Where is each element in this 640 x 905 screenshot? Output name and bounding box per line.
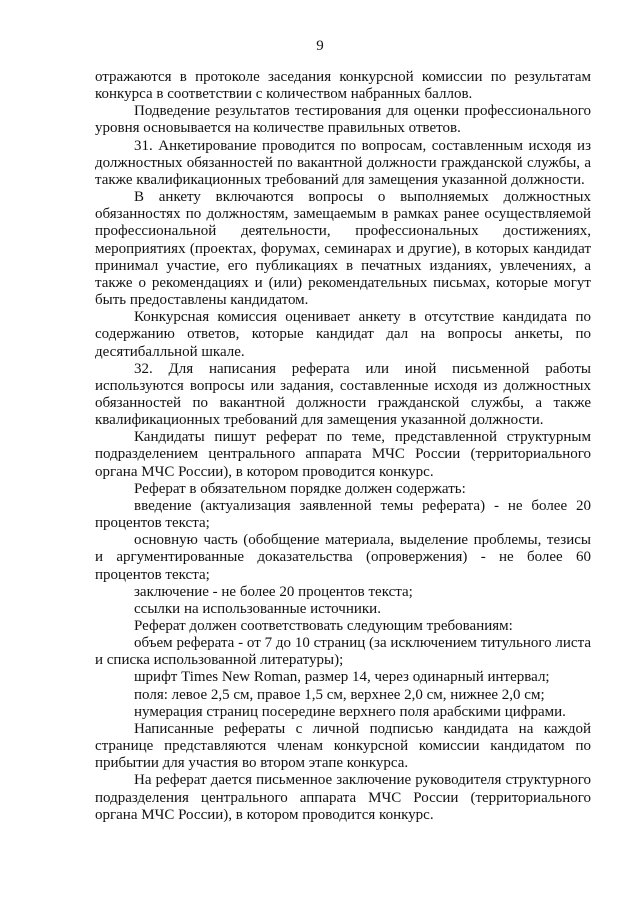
list-item: поля: левое 2,5 см, правое 1,5 см, верхнее 2,0 см, нижнее 2,0 см;: [134, 686, 545, 703]
list-item: шрифт Times New Roman, размер 14, через одинарный интервал;: [134, 669, 550, 686]
paragraph: Подведение результатов тестирования для оценки профессионального уровня основывается на количестве правильных ответов.: [95, 103, 591, 137]
paragraph: В анкету включаются вопросы о выполняемых должностных обязанностях по должностям, замещаемым в рамках ранее осуществляемой профессиональной деятельности, профессиональных достижениях, мероприятиях (проектах, форумах, семинарах и другие), в которых кандидат принимал участие, его публикациях в печатных изданиях, увлечениях, а также о рекомендациях и (или) рекомендательных письмах, которые могут быть предоставлены кандидатом.: [95, 189, 591, 309]
list-item: нумерация страниц посередине верхнего поля арабскими цифрами.: [134, 703, 566, 720]
paragraph-section-32: 32. Для написания реферата или иной письменной работы используются вопросы или задания, составленные исходя из должностных обязанностей по вакантной должности гражданской службы, а также квалификационных требований для замещения указанной должности.: [95, 360, 591, 429]
list-item: основную часть (обобщение материала, выделение проблемы, тезисы и аргументированные доказательства (опровержения) - не более 60 процентов текста;: [95, 532, 591, 583]
paragraph-section-31: 31. Анкетирование проводится по вопросам, составленным исходя из должностных обязанностей по вакантной должности гражданской службы, а также квалификационных требований для замещения указанной должности.: [95, 137, 591, 188]
page-number: 9: [316, 38, 324, 54]
paragraph: Написанные рефераты с личной подписью кандидата на каждой странице представляются членам конкурсной комиссии кандидатом по прибытии для участия во втором этапе конкурса.: [95, 720, 591, 772]
paragraph: Реферат в обязательном порядке должен содержать:: [134, 480, 466, 497]
list-item: введение (актуализация заявленной темы реферата) - не более 20 процентов текста;: [95, 497, 591, 532]
paragraph: Реферат должен соответствовать следующим требованиям:: [134, 618, 513, 634]
list-item: заключение - не более 20 процентов текста;: [134, 583, 413, 600]
paragraph: Конкурсная комиссия оценивает анкету в отсутствие кандидата по содержанию ответов, которые кандидат дал на вопросы анкеты, по десятибалльной шкале.: [95, 309, 591, 360]
paragraph: отражаются в протоколе заседания конкурсной комиссии по результатам конкурса в соответствии с количеством набранных баллов.: [95, 69, 591, 103]
list-item: ссылки на использованные источники.: [134, 600, 381, 617]
paragraph: Кандидаты пишут реферат по теме, представленной структурным подразделением центрального аппарата МЧС России (территориального органа МЧС России), в котором проводится конкурс.: [95, 429, 591, 480]
document-body: [95, 69, 591, 824]
list-item: объем реферата - от 7 до 10 страниц (за исключением титульного листа и списка использованной литературы);: [95, 635, 591, 669]
paragraph: На реферат дается письменное заключение руководителя структурного подразделения центрального аппарата МЧС России (территориального органа МЧС России), в котором проводится конкурс.: [95, 772, 591, 823]
